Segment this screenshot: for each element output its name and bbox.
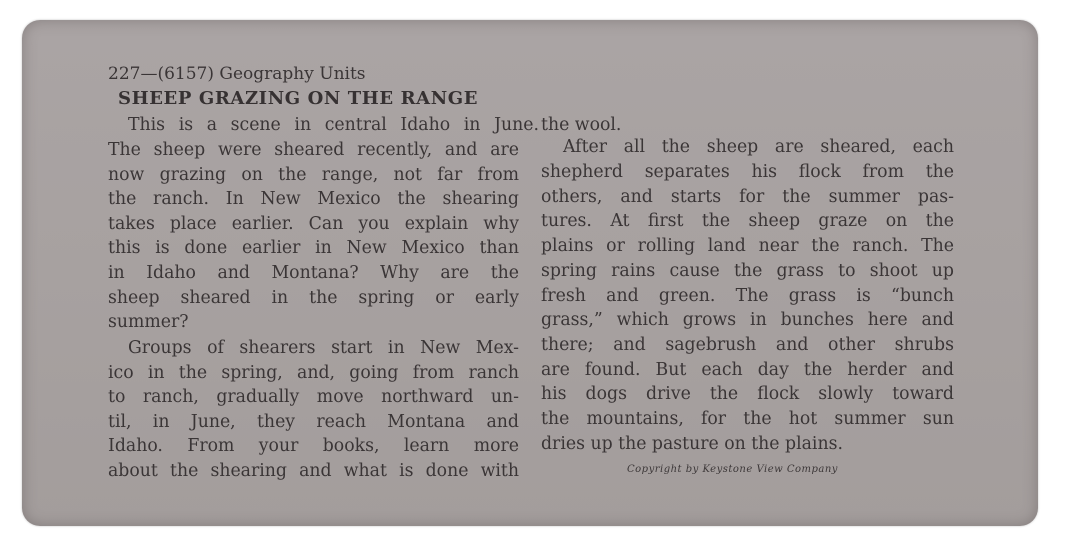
text-line: dries up the pasture on the plains.	[541, 434, 843, 454]
text-line: til, in June, they reach Montana and	[108, 412, 519, 432]
text-line: the mountains, for the hot summer sun	[541, 409, 954, 429]
text-line: now grazing on the range, not far from	[108, 165, 519, 185]
text-line: there; and sagebrush and other shrubs	[541, 335, 954, 355]
text-line: in Idaho and Montana? Why are the	[108, 263, 519, 283]
text-line: about the shearing and what is done with	[108, 461, 519, 481]
text-line: plains or rolling land near the ranch. The	[541, 236, 954, 256]
text-line: others, and starts for the summer pas-	[541, 187, 954, 207]
text-line: shepherd separates his flock from the	[541, 162, 954, 182]
text-line: sheep sheared in the spring or early	[108, 288, 519, 308]
text-line: to ranch, gradually move northward un-	[108, 387, 519, 407]
text-line: grass,” which grows in bunches here and	[541, 310, 954, 330]
copyright-line: Copyright by Keystone View Company	[627, 464, 838, 475]
card-title: SHEEP GRAZING ON THE RANGE	[118, 88, 479, 109]
text-line: tures. At first the sheep graze on the	[541, 211, 954, 231]
text-line: This is a scene in central Idaho in June.	[128, 115, 539, 135]
text-line: ico in the spring, and, going from ranch	[108, 363, 519, 383]
text-line: Groups of shearers start in New Mex-	[128, 338, 519, 358]
text-line: this is done earlier in New Mexico than	[108, 238, 519, 258]
text-line: are found. But each day the herder and	[541, 360, 954, 380]
text-line: After all the sheep are sheared, each	[563, 137, 954, 157]
text-line: The sheep were sheared recently, and are	[108, 140, 519, 160]
card-header: 227—(6157) Geography Units	[108, 64, 366, 84]
text-line: fresh and green. The grass is “bunch	[541, 286, 954, 306]
text-line: the ranch. In New Mexico the shearing	[108, 189, 519, 209]
text-line: spring rains cause the grass to shoot up	[541, 261, 954, 281]
text-line: the wool.	[541, 115, 622, 135]
text-line: summer?	[108, 312, 189, 332]
text-line: takes place earlier. Can you explain why	[108, 214, 519, 234]
text-line: his dogs drive the flock slowly toward	[541, 384, 954, 404]
text-line: Idaho. From your books, learn more	[108, 436, 519, 456]
